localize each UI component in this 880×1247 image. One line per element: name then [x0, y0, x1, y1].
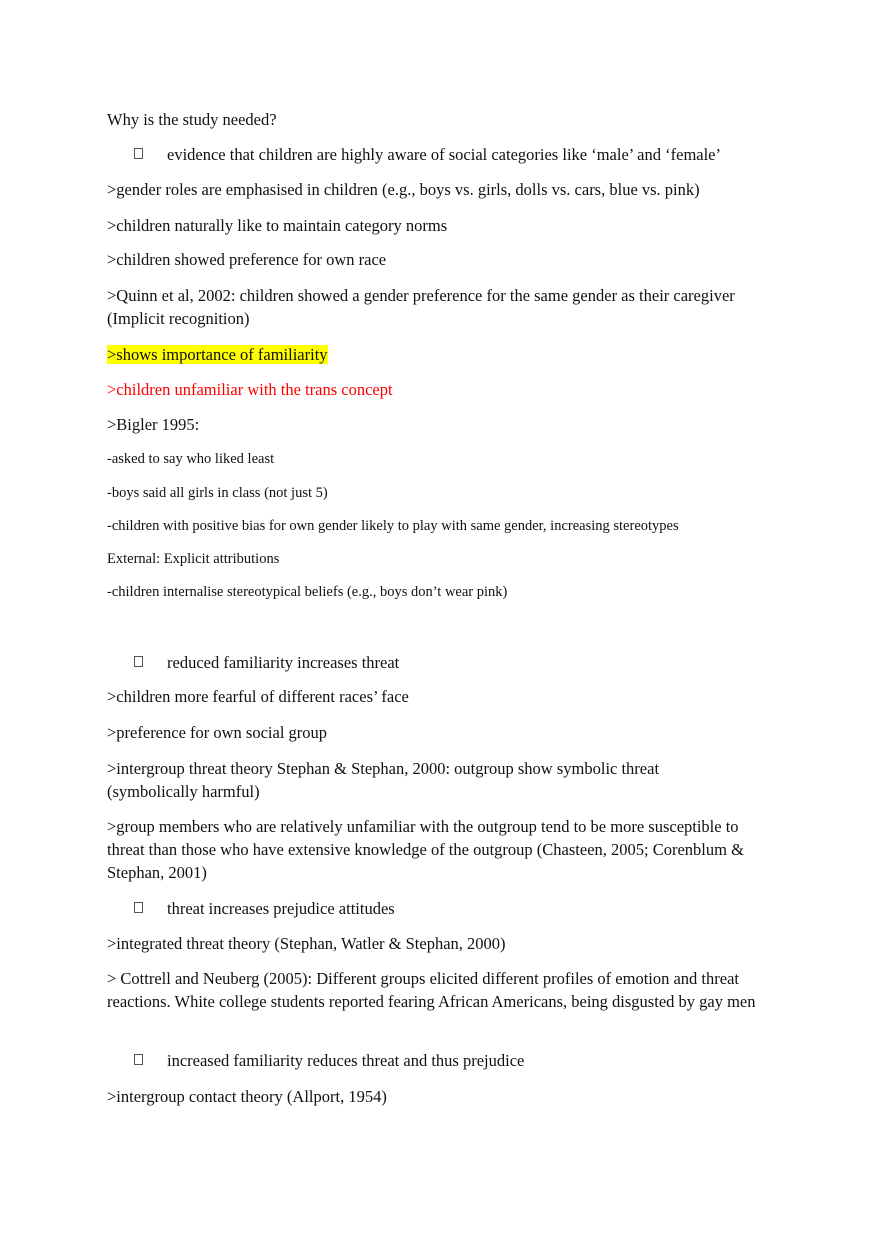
checkbox-square-icon: [134, 1049, 143, 1072]
note-line: >children naturally like to maintain category norms: [107, 216, 448, 235]
note-line: >preference for own social group: [107, 723, 328, 742]
highlight-text: >shows importance of familiarity: [107, 345, 328, 364]
bullet-item-threat-prejudice: threat increases prejudice attitudes: [167, 899, 395, 918]
note-line-chasteen: >group members who are relatively unfamiliar with the outgroup tend to be more susceptible to threat than those who have extensive knowledge of the outgroup (Chasteen, 2005; Corenblum & Stephan, 2001): [107, 817, 744, 882]
note-line: >children more fearful of different races’ face: [107, 687, 409, 706]
note-line: >children showed preference for own race: [107, 250, 387, 269]
note-line-cottrell: > Cottrell and Neuberg (2005): Different groups elicited different profiles of emotion and threat reactions. White college students reported fearing African Americans, being disgusted by gay men: [107, 969, 756, 1011]
note-line-bigler: >Bigler 1995:: [107, 415, 200, 434]
note-line-stephan: >intergroup threat theory Stephan & Stephan, 2000: outgroup show symbolic threat (symbolically harmful): [107, 759, 660, 801]
bullet-item-awareness: evidence that children are highly aware of social categories like ‘male’ and ‘female’: [167, 145, 721, 164]
red-note: >children unfamiliar with the trans concept: [107, 380, 393, 399]
note-line: >integrated threat theory (Stephan, Watler & Stephan, 2000): [107, 934, 506, 953]
highlighted-note: [107, 343, 767, 366]
small-note: -children with positive bias for own gender likely to play with same gender, increasing stereotypes: [107, 518, 679, 534]
checkbox-square-icon: [134, 897, 143, 920]
note-line-quinn: >Quinn et al, 2002: children showed a gender preference for the same gender as their caregiver (Implicit recognition): [107, 286, 735, 328]
page-heading: Why is the study needed?: [107, 110, 277, 129]
small-note: External: Explicit attributions: [107, 551, 280, 567]
bullet-item-familiarity-threat: reduced familiarity increases threat: [167, 653, 400, 672]
small-note: -asked to say who liked least: [107, 451, 275, 467]
bullet-item-familiarity-reduces: increased familiarity reduces threat and thus prejudice: [167, 1051, 525, 1070]
small-note: -children internalise stereotypical beliefs (e.g., boys don’t wear pink): [107, 584, 508, 600]
note-line: >gender roles are emphasised in children (e.g., boys vs. girls, dolls vs. cars, blue vs. pink): [107, 180, 700, 199]
small-note: -boys said all girls in class (not just 5): [107, 485, 328, 501]
checkbox-square-icon: [134, 143, 143, 166]
note-line-allport: >intergroup contact theory (Allport, 1954): [107, 1087, 387, 1106]
checkbox-square-icon: [134, 651, 143, 674]
